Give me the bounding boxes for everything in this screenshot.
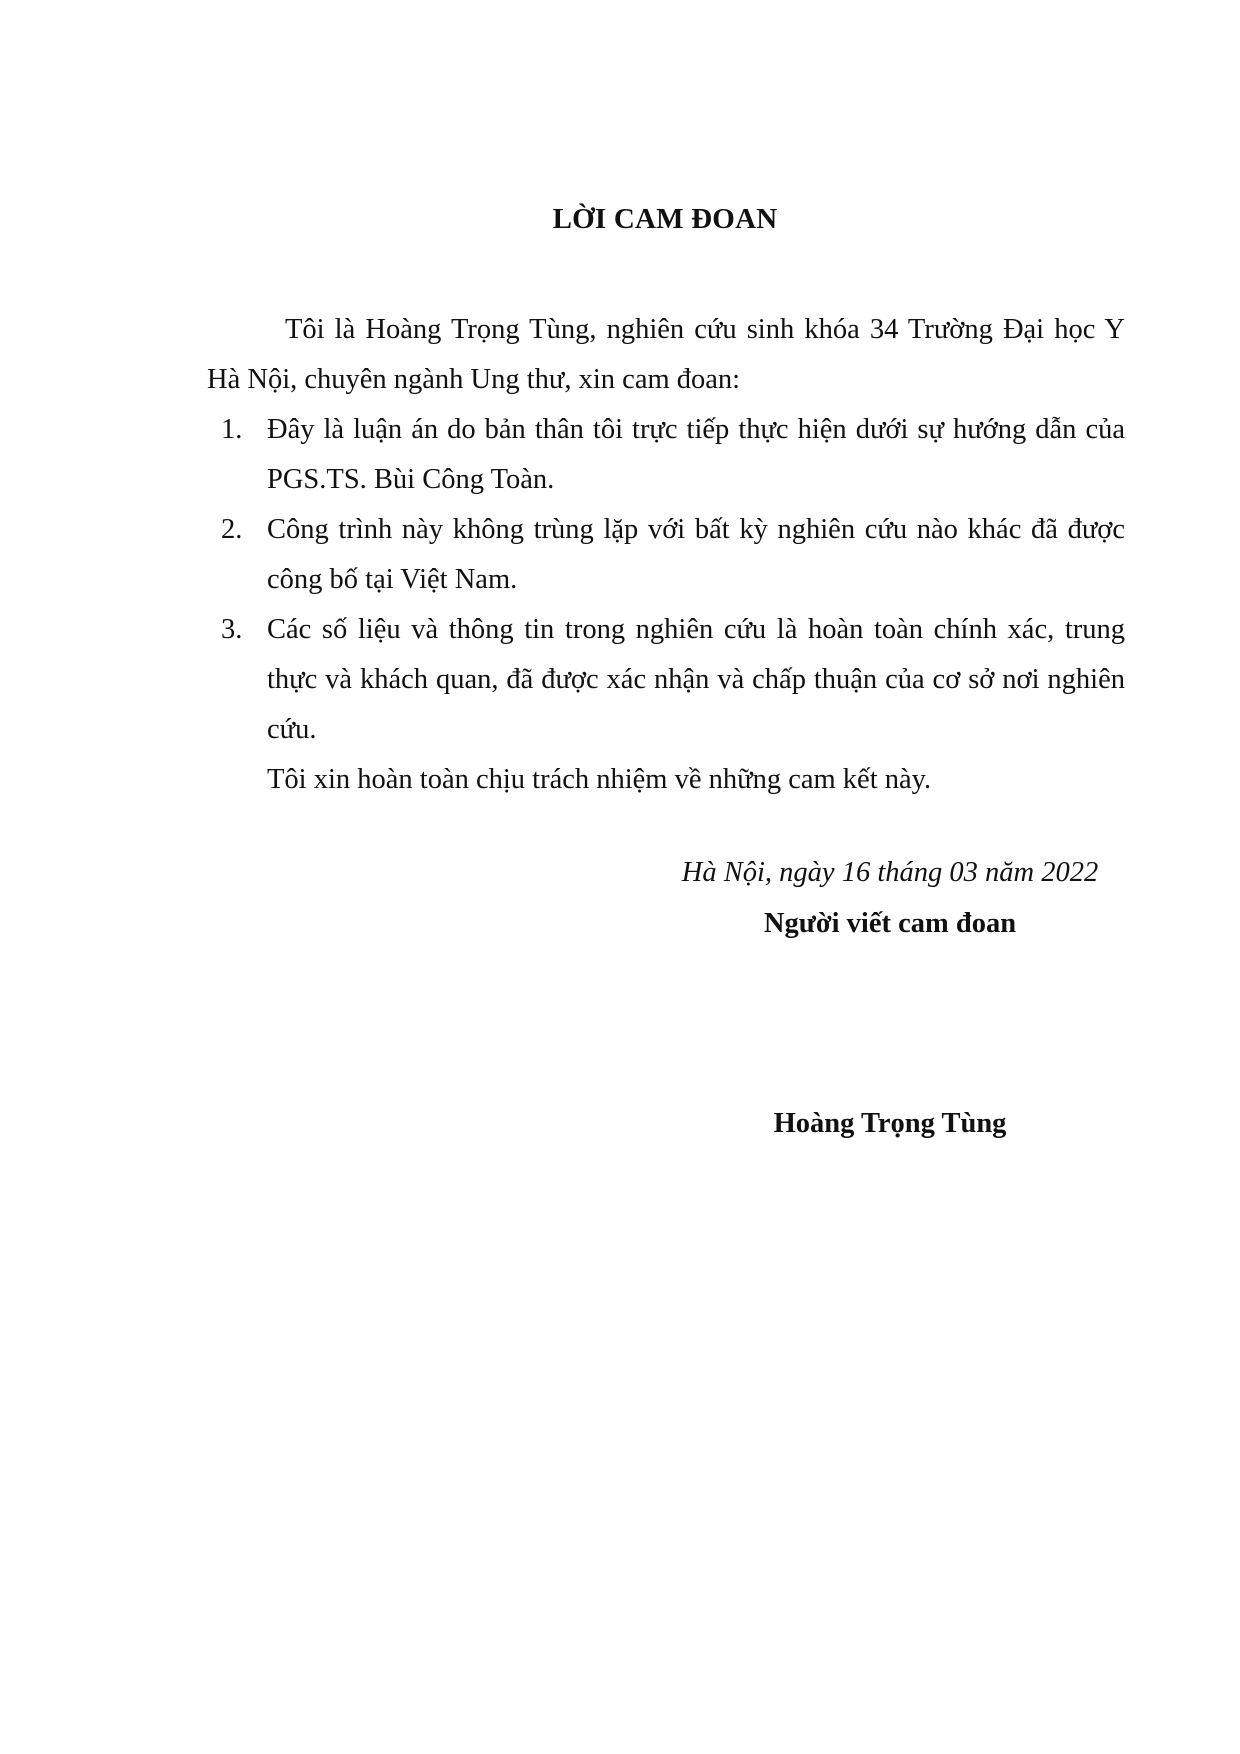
commitment-number: 3. (221, 614, 243, 645)
commitment-list (207, 405, 1125, 755)
document-title: LỜI CAM ĐOAN (552, 203, 778, 235)
commitment-item (207, 405, 1125, 505)
commitment-text: Đây là luận án do bản thân tôi trực tiếp thực hiện dưới sự hướng dẫn của PGS.TS. Bùi Công Toàn. (267, 414, 1125, 495)
intro-paragraph: Tôi là Hoàng Trọng Tùng, nghiên cứu sinh khóa 34 Trường Đại học Y Hà Nội, chuyên ngành Ung thư, xin cam đoan: (207, 314, 1125, 395)
commitment-number: 1. (221, 414, 243, 445)
place-date: Hà Nội, ngày 16 tháng 03 năm 2022 (681, 857, 1099, 888)
commitment-item (207, 605, 1125, 755)
commitment-text: Các số liệu và thông tin trong nghiên cứu là hoàn toàn chính xác, trung thực và khách quan, đã được xác nhận và chấp thuận của cơ sở nơi nghiên cứu. (267, 614, 1125, 745)
signer-role: Người viết cam đoan (763, 908, 1017, 939)
signer-name: Hoàng Trọng Tùng (773, 1108, 1007, 1139)
commitment-text: Công trình này không trùng lặp với bất kỳ nghiên cứu nào khác đã được công bố tại Việt Nam. (267, 514, 1125, 595)
commitment-number: 2. (221, 514, 243, 545)
commitment-item (207, 505, 1125, 605)
closing-statement: Tôi xin hoàn toàn chịu trách nhiệm về những cam kết này. (267, 764, 932, 795)
